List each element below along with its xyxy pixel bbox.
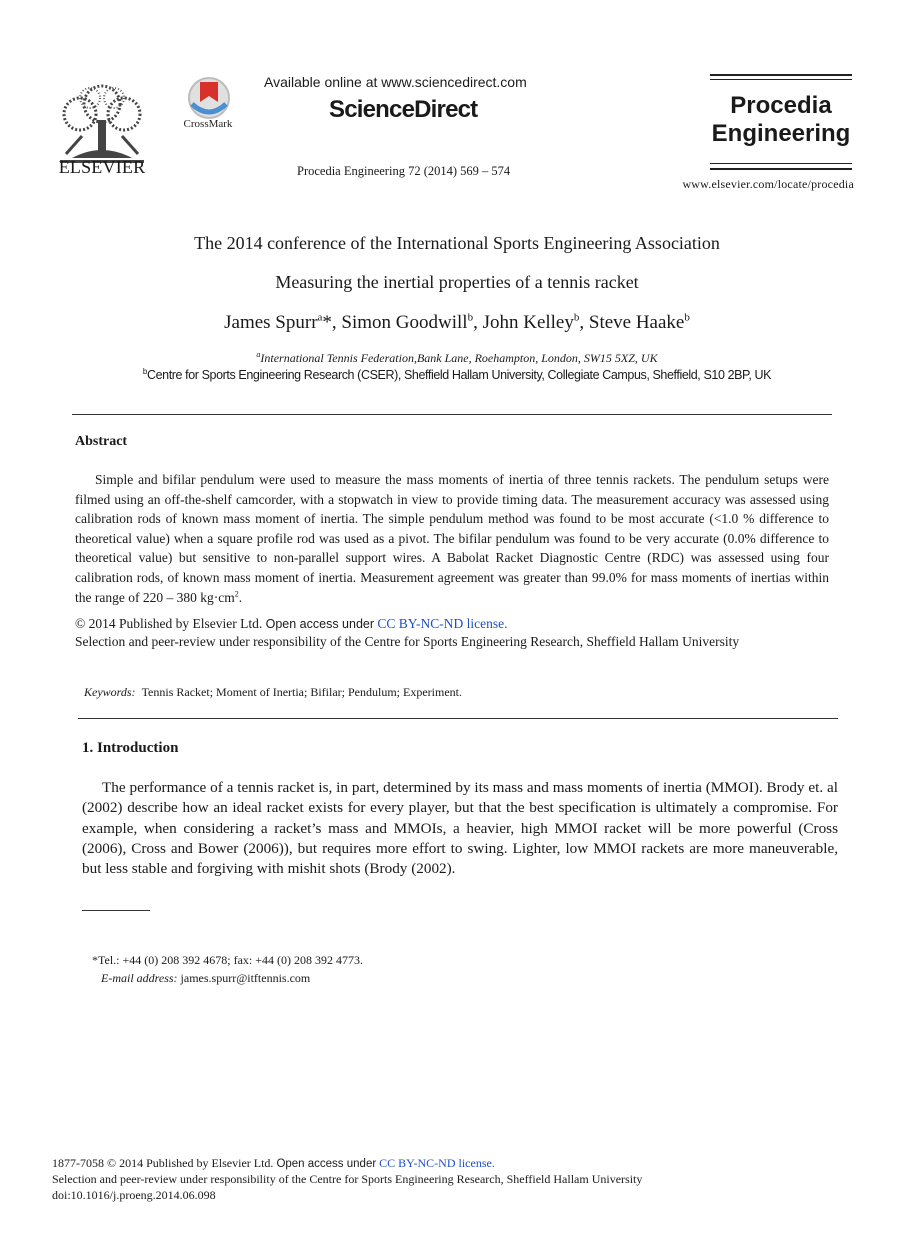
footnote-email [101,971,310,986]
available-online-text: Available online at www.sciencedirect.com [264,74,527,90]
copyright-line [75,616,835,632]
keywords [84,685,824,700]
affiliation-b [0,367,907,382]
footer-doi[interactable]: doi:10.1016/j.proeng.2014.06.098 [52,1188,216,1202]
affiliation-b-text: Centre for Sports Engineering Research (CSER), Sheffield Hallam University, Collegiate Campus, Sheffield, S10 2BP, UK [146,368,772,383]
footer-license-link[interactable]: CC BY-NC-ND license. [379,1156,495,1170]
crossmark-label: CrossMark [183,118,233,130]
publisher-name: ELSEVIER [58,157,146,177]
author-list [0,312,907,334]
section-divider [72,414,832,415]
footer-open-access: Open access under [276,1158,377,1170]
footnote-rule [82,910,150,911]
abstract-text: Simple and bifilar pendulum were used to measure the mass moments of inertia of three tennis rackets. The pendulum setups were filmed using an off-the-shelf camcorder, with a stopwatch in view to provide timing data. The measurement accuracy was assessed using calibration rods of known mass moment of inertia. The simple pendulum method was found to be most accurate (<1.0 % difference to theoretical value) when a square profile rod was used as a pivot. The bifilar pendulum was found to be very accurate (0.0% difference to theoretical value) but sensitive to non-parallel support wires. A Babolat Racket Diagnostic Centre (RDC) was assessed using four calibration rods, of known mass moment of inertia. Measurement agreement was greater than 99.0% for mass moments of inertias within the range of 220 – 380 kg·cm [75,472,829,605]
journal-name [710,92,852,148]
journal-rule [710,79,852,80]
corresponding-author-mark: * [322,312,332,333]
section-divider [78,718,838,719]
journal-citation: Procedia Engineering 72 (2014) 569 – 574 [297,164,511,178]
abstract-heading: Abstract [75,434,128,449]
keywords-label: Keywords: [84,685,136,699]
author-name: Steve Haake [588,312,685,333]
footer-review: Selection and peer-review under responsibility of the Centre for Sports Engineering Research, Sheffield Hallam University [52,1172,643,1186]
author-name: Simon Goodwill [341,312,468,333]
journal-rule [710,163,852,164]
section-heading: 1. Introduction [82,740,179,756]
peer-review-statement: Selection and peer-review under responsibility of the Centre for Sports Engineering Research, Sheffield Hallam University [75,634,740,649]
author-name: John Kelley [482,312,574,333]
journal-rule [710,168,852,170]
conference-name: The 2014 conference of the International Sports Engineering Association [194,233,720,253]
copyright-text: © 2014 Published by Elsevier Ltd. [75,616,263,631]
sciencedirect-brand[interactable]: ScienceDirect [329,96,478,123]
footnote-contact: *Tel.: +44 (0) 208 392 4678; fax: +44 (0) 208 392 4773. [92,953,363,967]
journal-rule [710,74,852,76]
abstract-body [75,470,829,607]
author-name: James Spurr [224,312,318,333]
footer-issn: 1877-7058 © 2014 Published by Elsevier Ltd. [52,1156,274,1170]
affiliation-a-text: International Tennis Federation,Bank Lane, Roehampton, London, SW15 5XZ, UK [260,351,658,365]
author-separator: , [331,312,342,333]
affiliation-a-marker: a [256,350,261,359]
footer-copyright [52,1156,495,1171]
journal-url[interactable]: www.elsevier.com/locate/procedia [682,177,854,191]
journal-name-line2: Engineering [711,120,851,147]
license-link[interactable]: CC BY-NC-ND license. [377,616,508,631]
email-label: E-mail address: [101,971,178,985]
introduction-paragraph: The performance of a tennis racket is, in part, determined by its mass and mass moments of inertia (MMOI). Brody et. al (2002) describe how an ideal racket exists for every player, but that the best specification is ultimately a compromise. For example, when considering a racket’s mass and MMOIs, a heavier, high MMOI racket will be more powerful (Cross (2006), Cross and Bower (2006)), but requires more effort to swing. Lighter, low MMOI rackets are more maneuverable, but less stable and forgiving with mishit shots (Brody (2002). [82,779,838,878]
unit-exponent: 2 [234,589,239,599]
abstract-end: . [238,589,243,605]
author-affiliation-marker: a [317,311,323,324]
affiliation-a [0,350,907,366]
keywords-text: Tennis Racket; Moment of Inertia; Bifilar; Pendulum; Experiment. [141,685,462,699]
open-access-text: Open access under [265,617,375,631]
email-address[interactable]: james.spurr@itftennis.com [180,971,311,985]
journal-name-line1: Procedia [730,92,832,119]
author-separator: , [579,312,589,333]
author-affiliation-marker: b [684,311,690,324]
author-separator: , [473,312,483,333]
paper-title: Measuring the inertial properties of a tennis racket [275,272,639,292]
author-affiliation-marker: b [467,311,474,324]
affiliation-b-marker: b [142,367,147,376]
author-affiliation-marker: b [573,311,580,324]
